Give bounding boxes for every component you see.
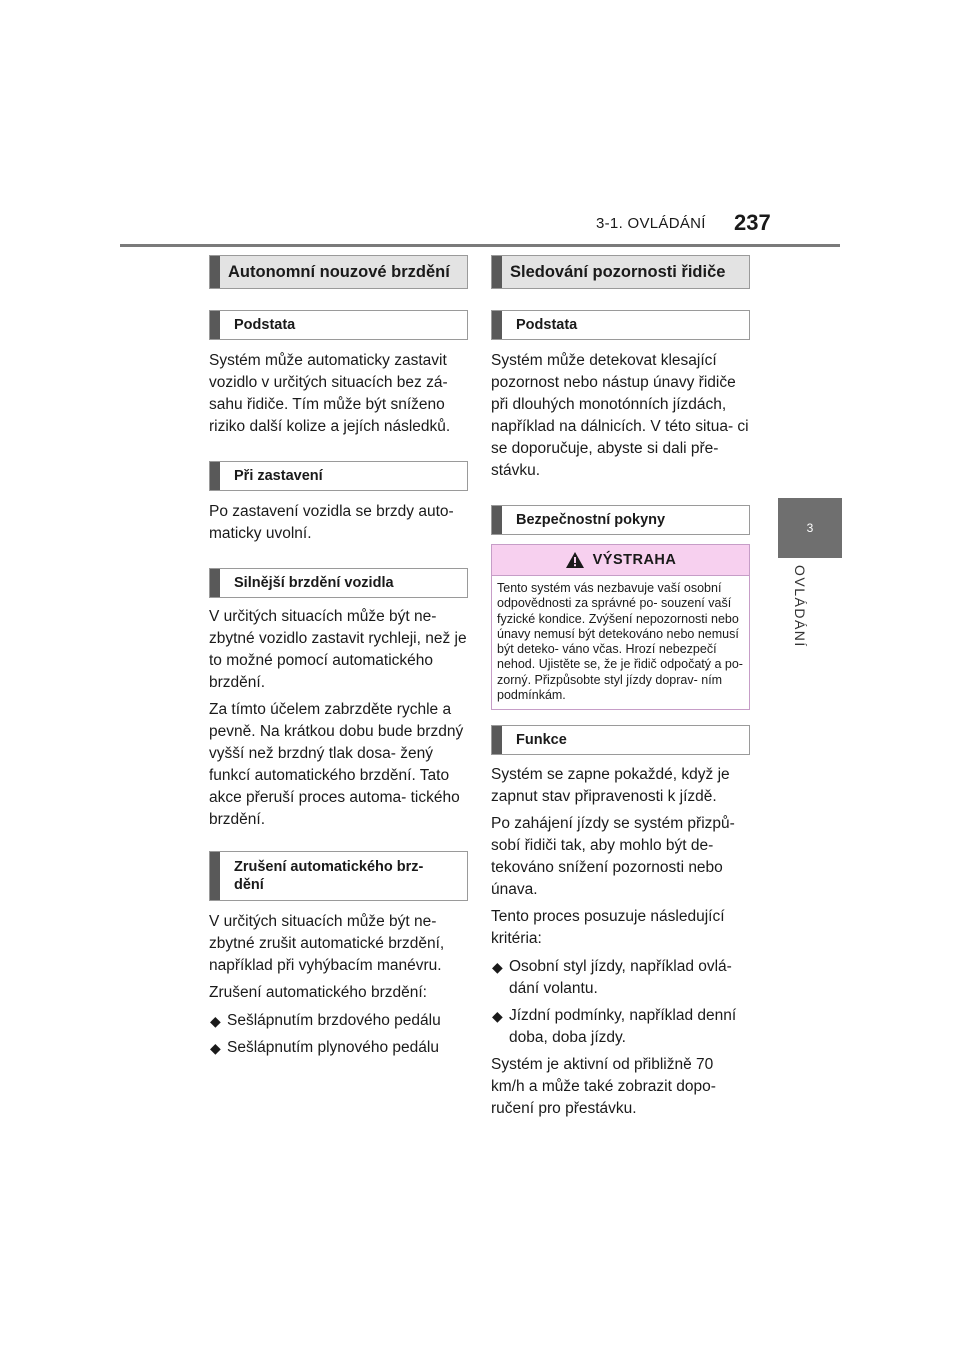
left-s4-paragraph-1: V určitých situacích může být ne- zbytné zrušit automatické brzdění, například při vyhýbacím manévru. xyxy=(209,913,445,974)
right-s3-bullets xyxy=(491,956,750,1049)
diamond-bullet-icon: ◆ xyxy=(210,1013,221,1029)
header-section: 3-1. OVLÁDÁNÍ xyxy=(596,215,706,232)
left-s4-paragraph-2: Zrušení automatického brzdění: xyxy=(209,984,427,1001)
right-title: Sledování pozornosti řidiče xyxy=(510,263,726,281)
accent-bar xyxy=(210,462,220,490)
left-s3-paragraph-1: V určitých situacích může být ne- zbytné vozidlo zastavit rychleji, než je to možné pomocí automatického brzdění. xyxy=(209,608,467,691)
accent-bar xyxy=(492,256,502,288)
chapter-label xyxy=(790,565,810,665)
left-s4-title: Zrušení automatického brz- dění xyxy=(234,859,424,893)
right-s3-box xyxy=(491,725,750,755)
list-item-text: Sešlápnutím brzdového pedálu xyxy=(227,1012,441,1029)
right-column xyxy=(491,255,750,1120)
diamond-bullet-icon: ◆ xyxy=(492,959,503,976)
right-s3-title: Funkce xyxy=(516,732,567,749)
warning-text: Tento systém vás nezbavuje vaší osobní odpovědnosti za správné po- souzení vaší fyzické kondice. Zvýšení nepozornosti nebo únavy nemusí být detekováno nebo nemusí být deteko- váno včas. Hrozí nebezpečí nehod. Ujistěte se, že je řidič odpočatý a po- zorný. Přizpůsobte styl jízdy doprav- ním podmínkám. xyxy=(497,581,743,703)
right-s1-paragraph: Systém může detekovat klesající pozornost nebo nástup únavy řidiče při dlouhých monotónních jízdách, například na dálnicích. V této situa- ci se doporučuje, abyste si dali pře- stávku. xyxy=(491,352,749,479)
warning-box xyxy=(491,544,750,710)
diamond-bullet-icon: ◆ xyxy=(492,1008,503,1025)
right-s1-title: Podstata xyxy=(516,317,578,333)
chapter-label-text: OVLÁDÁNÍ xyxy=(792,565,808,648)
accent-bar xyxy=(210,569,220,597)
list-item-text: Sešlápnutím plynového pedálu xyxy=(227,1039,439,1056)
accent-bar xyxy=(210,852,220,900)
left-s4-box xyxy=(209,851,468,901)
left-s2-title: Při zastavení xyxy=(234,468,323,484)
accent-bar xyxy=(210,311,220,339)
left-s4-bullets xyxy=(209,1010,468,1059)
header-rule xyxy=(120,244,840,247)
left-title-box xyxy=(209,255,468,289)
left-s2-paragraph: Po zastavení vozidla se brzdy auto- maticky uvolní. xyxy=(209,503,454,542)
accent-bar xyxy=(492,726,502,754)
accent-bar xyxy=(492,311,502,339)
right-s3-paragraph-3: Tento proces posuzuje následující kritéria: xyxy=(491,908,725,948)
warning-header xyxy=(492,545,749,576)
list-item xyxy=(209,1037,468,1059)
list-item xyxy=(209,1010,468,1032)
left-s2-box xyxy=(209,461,468,491)
warning-title: VÝSTRAHA xyxy=(592,552,677,568)
chapter-tab: 3 xyxy=(778,498,842,558)
left-s1-paragraph: Systém může automaticky zastavit vozidlo v určitých situacích bez zá- sahu řidiče. Tím může být sníženo riziko další kolize a jejích následků. xyxy=(209,352,451,435)
left-title: Autonomní nouzové brzdění xyxy=(228,263,450,281)
list-item xyxy=(491,956,750,1000)
list-item xyxy=(491,1005,750,1049)
left-column xyxy=(209,255,468,1059)
right-title-box xyxy=(491,255,750,289)
diamond-bullet-icon: ◆ xyxy=(210,1040,221,1056)
warning-triangle-icon xyxy=(565,551,585,569)
accent-bar xyxy=(492,506,502,534)
list-item-text: Osobní styl jízdy, například ovlá- dání volantu. xyxy=(509,958,732,998)
accent-bar xyxy=(210,256,220,288)
left-s3-box xyxy=(209,568,468,598)
list-item-text: Jízdní podmínky, například denní doba, doba jízdy. xyxy=(509,1007,737,1047)
right-s3-paragraph-4: Systém je aktivní od přibližně 70 km/h a může také zobrazit dopo- ručení pro přestávku. xyxy=(491,1056,716,1118)
right-s1-box xyxy=(491,310,750,340)
left-s1-title: Podstata xyxy=(234,317,296,333)
left-s1-box xyxy=(209,310,468,340)
right-s2-box xyxy=(491,505,750,535)
right-s3-paragraph-1: Systém se zapne pokaždé, když je zapnut stav připravenosti k jízdě. xyxy=(491,766,730,806)
left-s3-paragraph-2: Za tímto účelem zabrzděte rychle a pevně. Na krátkou dobu bude brzdný vyšší než brzdný tlak dosa- žený funkcí automatického brzdění. Tato akce přeruší proces automa- tického brzdění. xyxy=(209,701,464,828)
right-s3-paragraph-2: Po zahájení jízdy se systém přizpů- sobí řidiči tak, aby mohlo být de- tekováno snížení pozornosti nebo únava. xyxy=(491,815,735,899)
left-s3-title: Silnější brzdění vozidla xyxy=(234,575,394,591)
page-number: 237 xyxy=(734,210,771,235)
right-s2-title: Bezpečnostní pokyny xyxy=(516,512,666,528)
